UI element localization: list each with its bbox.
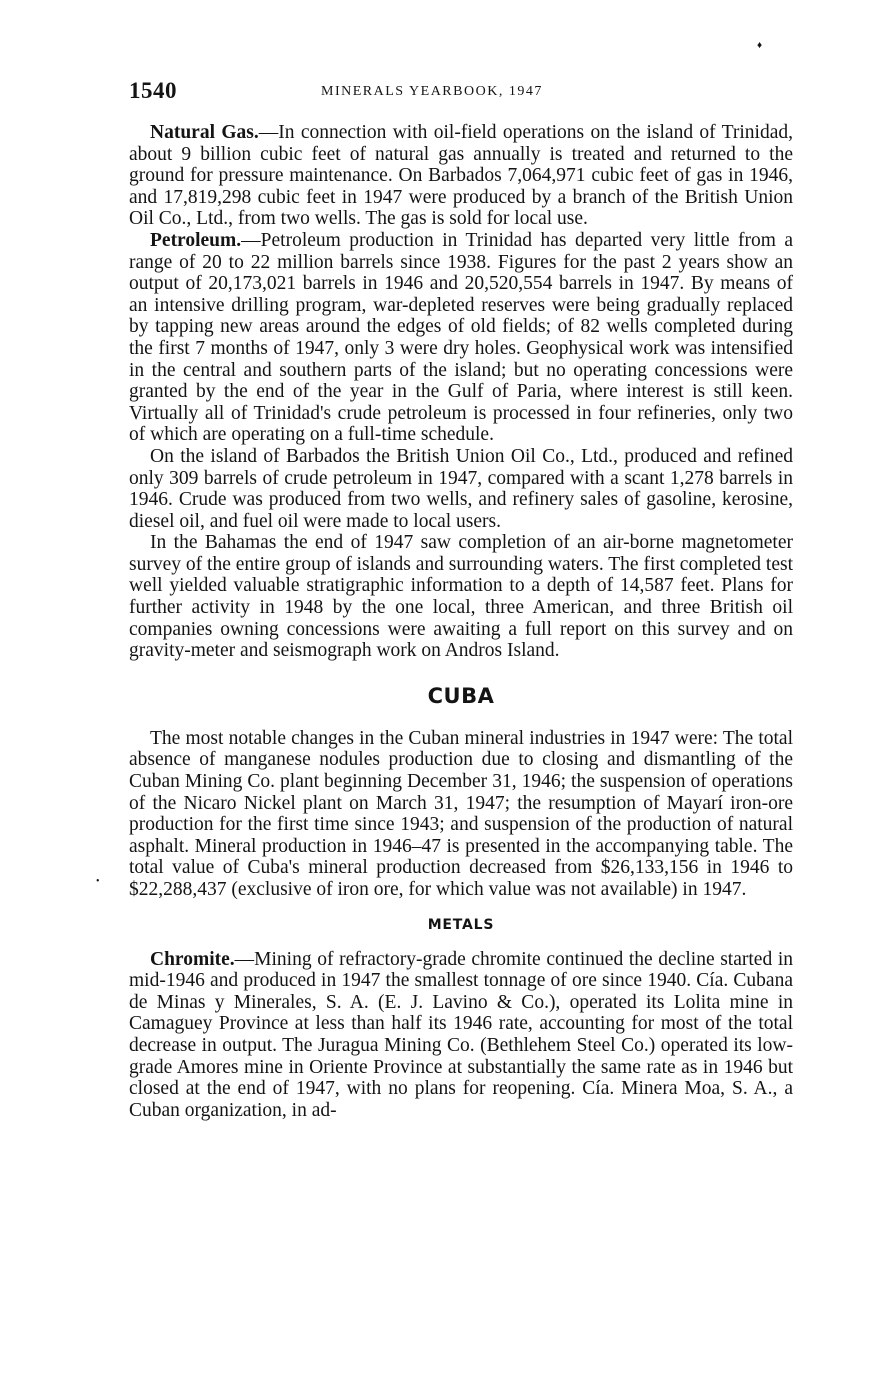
margin-dot: • — [96, 876, 100, 887]
run-in-heading-natural-gas: Natural Gas. — [150, 122, 259, 143]
paragraph-chromite — [129, 949, 793, 1122]
running-head: MINERALS YEARBOOK, 1947 — [321, 84, 543, 99]
paragraph-bahamas: In the Bahamas the end of 1947 saw completion of an air-borne magnetometer survey of the entire group of islands and surrounding waters. The first completed test well yielded valuable stratigraphic information to a depth of 14,587 feet. Plans for further activity in 1948 by the one local, three American, and three British oil companies owning concessions were awaiting a full report on this survey and on gravity-meter and seismograph work on Andros Island. — [129, 532, 793, 662]
paragraph-petroleum — [129, 230, 793, 446]
body-text — [129, 122, 793, 1121]
paragraph-barbados: On the island of Barbados the British Union Oil Co., Ltd., produced and refined only 309 barrels of crude petroleum in 1947, compared with a scant 1,278 barrels in 1946. Crude was produced from two wells, and refinery sales of gasoline, kerosine, diesel oil, and fuel oil were made to local users. — [129, 445, 793, 532]
run-in-heading-chromite: Chromite. — [150, 948, 235, 970]
paragraph-text: —In connection with oil-field operations on the island of Trinidad, about 9 billion cubic feet of natural gas annually is treated and returned to the ground for pressure maintenance. On Barbados 7,064,971 cubic feet of gas in 1946, and 17,819,298 cubic feet in 1947 were produced by a branch of the British Union Oil Co., Ltd., from two wells. The gas is sold for local use. — [129, 122, 794, 230]
section-heading-cuba: CUBA — [427, 683, 495, 708]
paragraph-cuba-intro: The most notable changes in the Cuban mineral industries in 1947 were: The total absence of manganese nodules production due to closing and dismantling of the Cuban Mining Co. plant beginning December 31, 1946; the suspension of operations of the Nicaro Nickel plant on March 31, 1947; the resumption of Mayarí iron-ore production for the first time since 1943; and suspension of the production of natural asphalt. Mineral production in 1946–47 is presented in the accompanying table. The total value of Cuba's mineral production decreased from $26,133,156 in 1946 to $22,288,437 (exclusive of iron ore, for which value was not available) in 1947. — [129, 727, 793, 900]
subsection-heading-metals: METALS — [427, 916, 495, 933]
page-number: 1540 — [129, 78, 177, 103]
paragraph-natural-gas — [129, 122, 793, 230]
page-header — [129, 78, 793, 108]
corner-mark: ♦ — [757, 40, 763, 51]
run-in-heading-petroleum: Petroleum. — [150, 229, 242, 251]
paragraph-text: —Mining of refractory-grade chromite continued the decline started in mid-1946 and produced in 1947 the smallest tonnage of ore since 1940. Cía. Cubana de Minas y Minerales, S. A. (E. J. Lavino & Co.), operated its Lolita mine in Camaguey Province at less than half its 1946 rate, accounting for most of the total decrease in output. The Juragua Mining Co. (Bethlehem Steel Co.) operated its low-grade Amores mine in Oriente Province at substantially the same rate as in 1946 but closed at the end of 1947, with no plans for reopening. Cía. Minera Moa, S. A., a Cuban organization, in ad- — [129, 948, 793, 1121]
paragraph-text: —Petroleum production in Trinidad has departed very little from a range of 20 to 22 million barrels since 1938. Figures for the past 2 years show an output of 20,173,021 barrels in 1946 and 20,520,554 barrels in 1947. By means of an intensive drilling program, war-depleted reserves were being gradually replaced by tapping new areas around the edges of old fields; of 82 wells completed during the first 7 months of 1947, only 3 were dry holes. Geophysical work was intensified in the central and southern parts of the island; but no operating concessions were granted by the end of the year in the Gulf of Paria, where interest is still keen. Virtually all of Trinidad's crude petroleum is processed in four refineries, only two of which are operating on a full-time schedule. — [129, 229, 793, 446]
